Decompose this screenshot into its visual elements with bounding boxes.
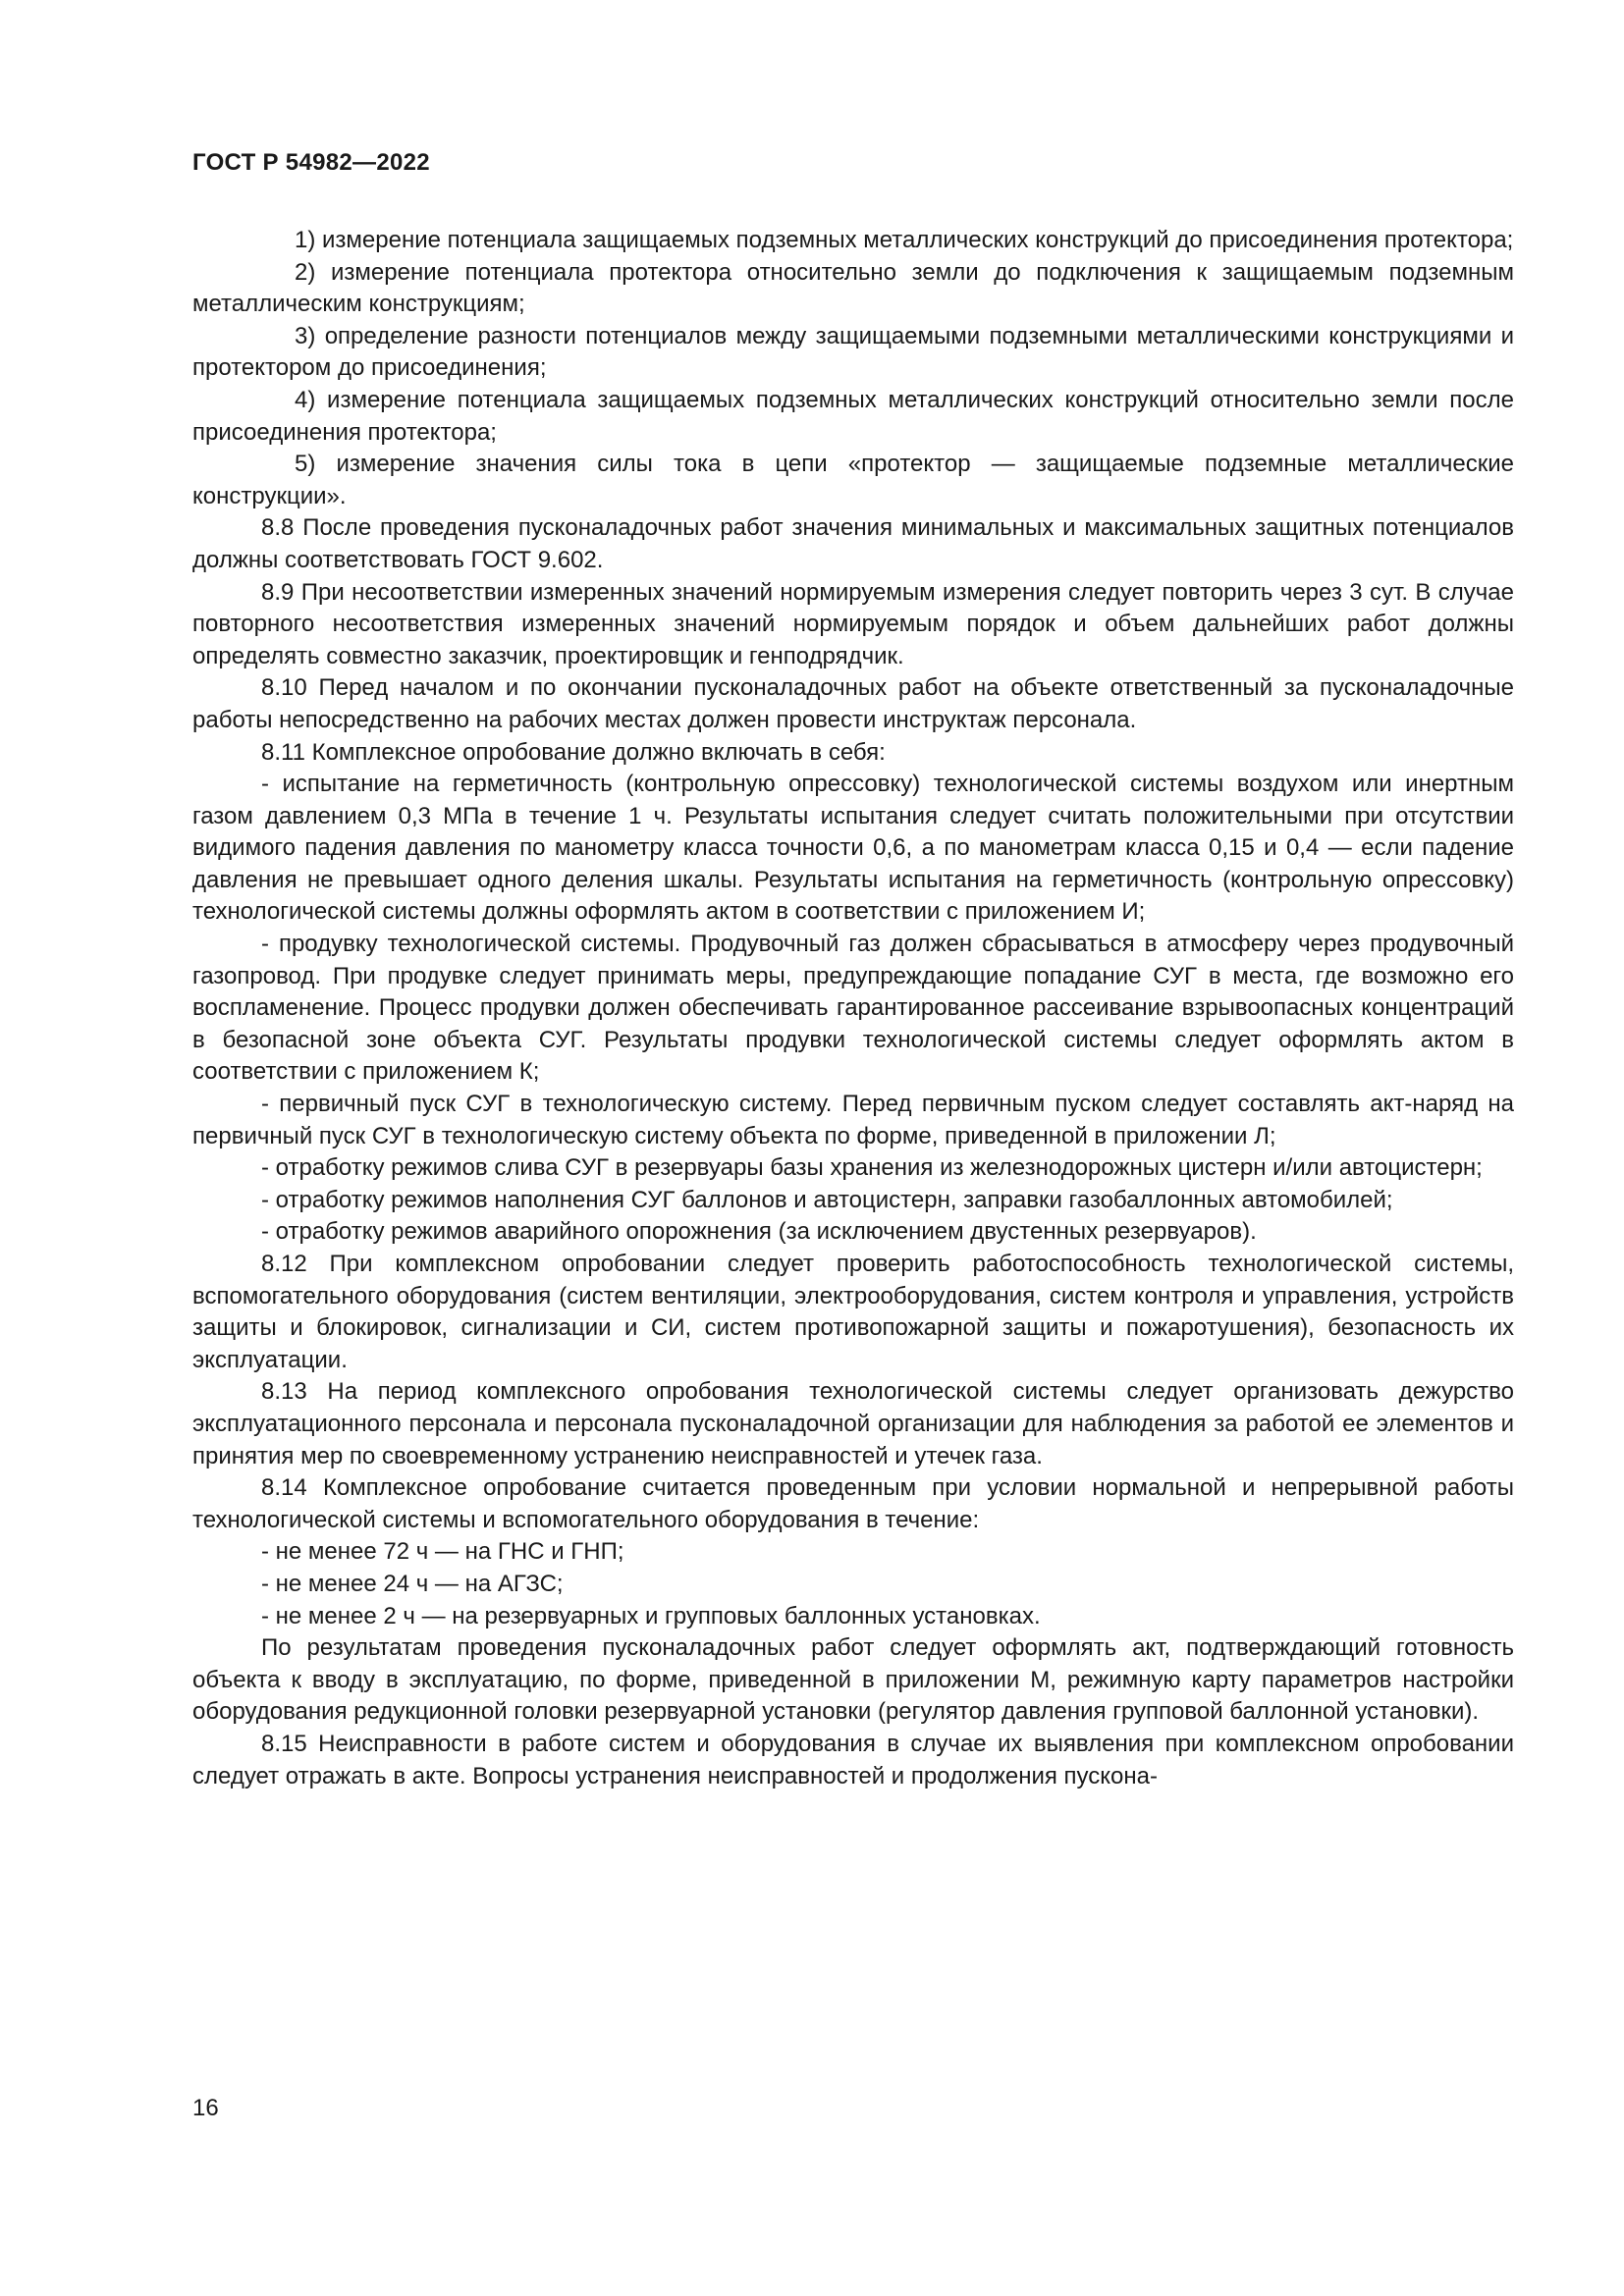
paragraph-8-12: 8.12 При комплексном опробовании следует проверить работоспособность технологической системы, вспомогательного оборудования (систем вентиляции, электрооборудования, систем контроля и управления, устройств защиты и блокировок, сигнализации и СИ, систем противопожарной защиты и пожаротушения), безопасность их эксплуатации. — [192, 1251, 1514, 1373]
paragraph-results-act: По результатам проведения пусконаладочных работ следует оформлять акт, подтверждающий готовность объекта к вводу в эксплуатацию, по форме, приведенной в приложении М, режимную карту параметров настройки оборудования редукционной головки резервуарной установки (регулятор давления групповой баллонной установки). — [192, 1634, 1514, 1726]
list-item-fill-modes: - отработку режимов наполнения СУГ баллонов и автоцистерн, заправки газобаллонных автомобилей; — [261, 1186, 1393, 1213]
list-item-24h: - не менее 24 ч — на АГЗС; — [261, 1570, 564, 1597]
paragraph-item-3: 3) определение разности потенциалов между защищаемыми подземными металлическими конструкциями и протектором до присоединения; — [192, 322, 1514, 382]
list-item-emergency-modes: - отработку режимов аварийного опорожнения (за исключением двустенных резервуаров). — [261, 1218, 1257, 1246]
list-item-leak-test: - испытание на герметичность (контрольную опрессовку) технологической системы воздухом или инертным газом давлением 0,3 МПа в течение 1 ч. Результаты испытания следует считать положительными при отсутствии видимого падения давления по манометру класса точности 0,6, а по манометрам класса 0,15 и 0,4 — если падение давления не превышает одного деления шкалы. Результаты испытания на герметичность (контрольную опрессовку) технологической системы должны оформлять актом в соответствии с приложением И; — [192, 771, 1514, 926]
list-item-2h: - не менее 2 ч — на резервуарных и групповых баллонных установках. — [261, 1602, 1041, 1629]
paragraph-8-15: 8.15 Неисправности в работе систем и оборудования в случае их выявления при комплексном опробовании следует отражать в акте. Вопросы устранения неисправностей и продолжения пускона- — [192, 1730, 1514, 1789]
list-item-72h: - не менее 72 ч — на ГНС и ГНП; — [261, 1538, 624, 1566]
list-item-purging: - продувку технологической системы. Продувочный газ должен сбрасываться в атмосферу через продувочный газопровод. При продувке следует принимать меры, предупреждающие попадание СУГ в места, где возможно его воспламенение. Процесс продувки должен обеспечивать гарантированное рассеивание взрывоопасных концентраций в безопасной зоне объекта СУГ. Результаты продувки технологической системы следует оформлять актом в соответствии с приложением К; — [192, 931, 1514, 1086]
paragraph-item-4: 4) измерение потенциала защищаемых подземных металлических конструкций относительно земли после присоединения протектора; — [192, 386, 1514, 446]
document-body — [192, 225, 1514, 1792]
list-item-first-start: - первичный пуск СУГ в технологическую систему. Перед первичным пуском следует составлять акт-наряд на первичный пуск СУГ в технологическую систему объекта по форме, приведенной в приложении Л; — [192, 1091, 1514, 1149]
document-header-standard-id: ГОСТ Р 54982—2022 — [192, 149, 430, 176]
paragraph-item-2: 2) измерение потенциала протектора относительно земли до подключения к защищаемым подземным металлическим конструкциям; — [192, 258, 1514, 318]
paragraph-8-13: 8.13 На период комплексного опробования технологической системы следует организовать дежурство эксплуатационного персонала и персонала пусконаладочной организации для наблюдения за работой ее элементов и принятия мер по своевременному устранению неисправностей и утечек газа. — [192, 1378, 1514, 1469]
page-number: 16 — [192, 2095, 219, 2121]
paragraph-8-8: 8.8 После проведения пусконаладочных работ значения минимальных и максимальных защитных потенциалов должны соответствовать ГОСТ 9.602. — [192, 514, 1514, 573]
paragraph-8-9: 8.9 При несоответствии измеренных значений нормируемым измерения следует повторить через 3 сут. В случае повторного несоответствия измеренных значений нормируемым порядок и объем дальнейших работ должны определять совместно заказчик, проектировщик и генподрядчик. — [192, 578, 1514, 669]
paragraph-8-11: 8.11 Комплексное опробование должно включать в себя: — [261, 738, 886, 766]
list-item-drain-modes: - отработку режимов слива СУГ в резервуары базы хранения из железнодорожных цистерн и/или автоцистерн; — [261, 1154, 1483, 1182]
paragraph-8-10: 8.10 Перед началом и по окончании пусконаладочных работ на объекте ответственный за пусконаладочные работы непосредственно на рабочих местах должен провести инструктаж персонала. — [192, 674, 1514, 733]
paragraph-8-14: 8.14 Комплексное опробование считается проведенным при условии нормальной и непрерывной работы технологической системы и вспомогательного оборудования в течение: — [192, 1474, 1514, 1533]
paragraph-item-5: 5) измерение значения силы тока в цепи «протектор — защищаемые подземные металлические конструкции». — [192, 451, 1514, 509]
paragraph-item-1: 1) измерение потенциала защищаемых подземных металлических конструкций до присоединения протектора; — [295, 227, 1514, 253]
